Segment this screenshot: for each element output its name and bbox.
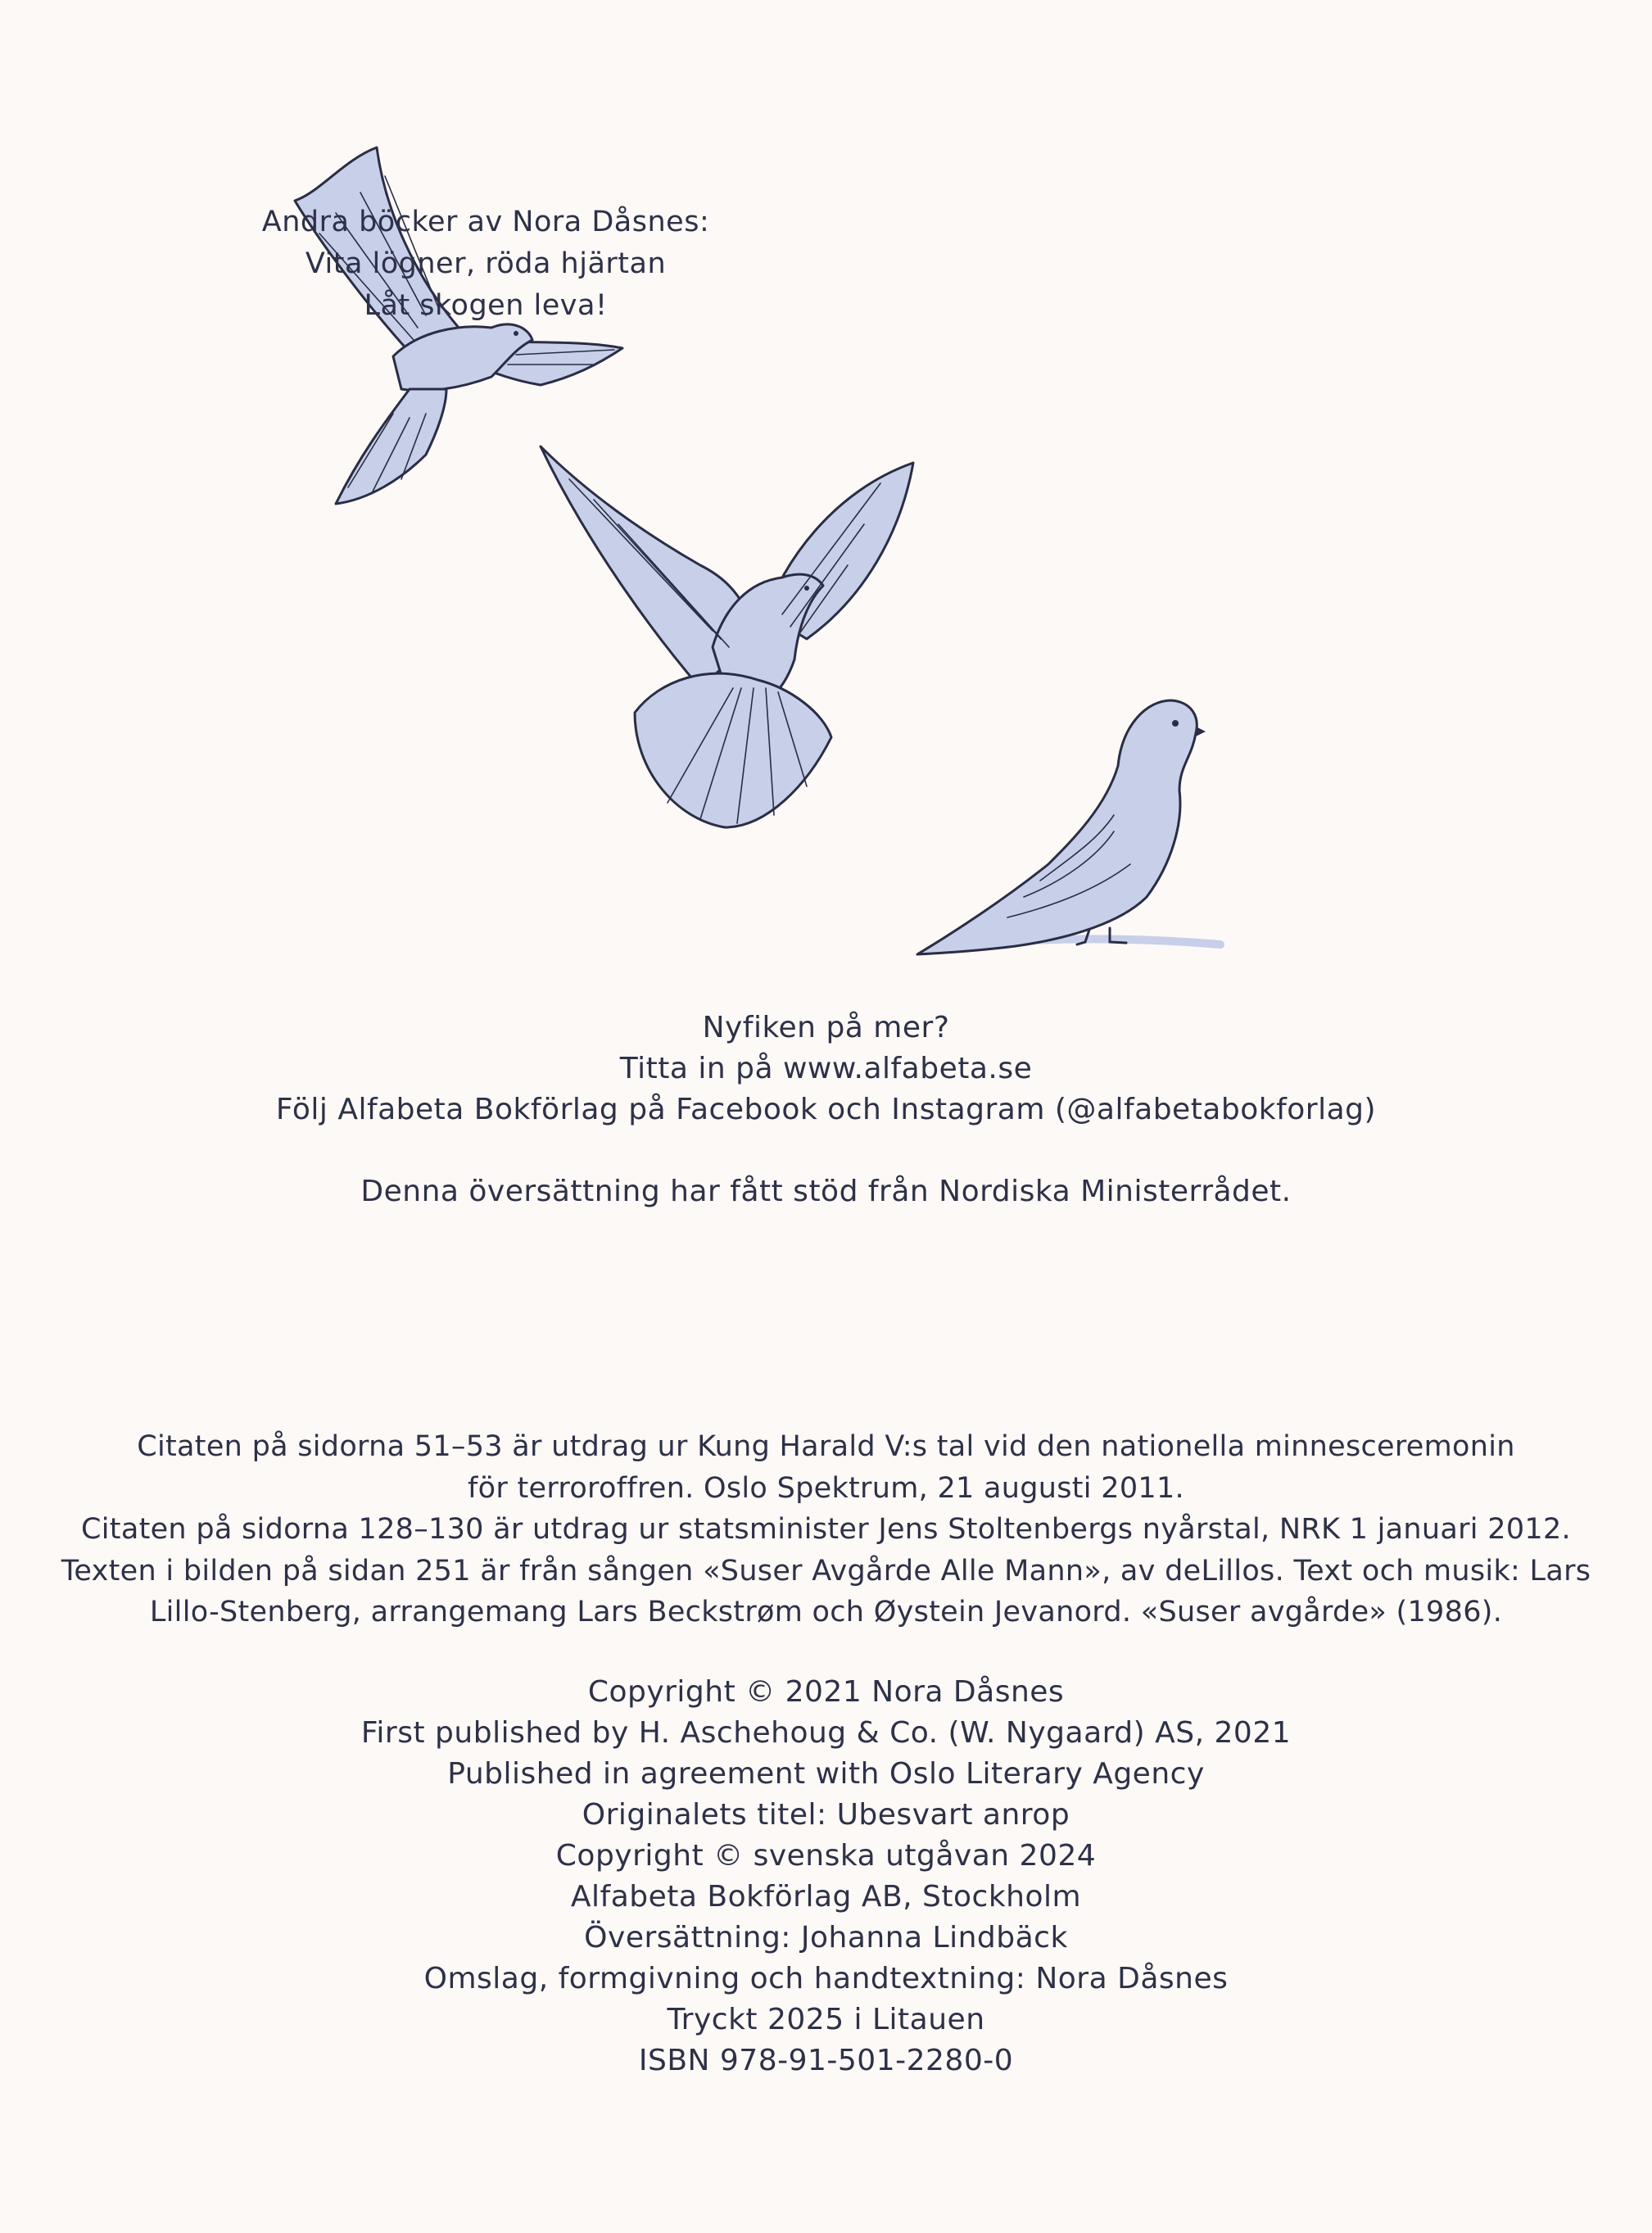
quote-credit-line-5: Lillo-Stenberg, arrangemang Lars Beckstrøm och Øystein Jevanord. «Suser avgårde» (1986).	[149, 1596, 1503, 1628]
translator-line: Översättning: Johanna Lindbäck	[584, 1921, 1068, 1954]
other-books-section	[0, 202, 971, 327]
isbn-line: ISBN 978-91-501-2280-0	[638, 2044, 1014, 2077]
social-media-line: Följ Alfabeta Bokförlag på Facebook och Instagram (@alfabetabokforlag)	[275, 1093, 1377, 1126]
support-section	[0, 1171, 1652, 1212]
copyright-line: Copyright © 2021 Nora Dåsnes	[587, 1675, 1065, 1709]
quote-credit-line-2: för terroroffren. Oslo Spektrum, 21 augusti 2011.	[468, 1471, 1184, 1505]
standing-pigeon-icon	[909, 692, 1229, 958]
book-title-1: Vita lögner, röda hjärtan	[305, 247, 667, 280]
design-credit-line: Omslag, formgivning och handtextning: Nora Dåsnes	[423, 1962, 1229, 1995]
original-title-line: Originalets titel: Ubesvart anrop	[582, 1798, 1070, 1832]
flying-dove-illustration-2	[536, 442, 921, 836]
printed-line: Tryckt 2025 i Litauen	[667, 2003, 985, 2036]
quote-credit-line-4: Texten i bilden på sidan 251 är från sången «Suser Avgårde Alle Mann», av deLillos. Text och musik: Lars	[61, 1554, 1591, 1588]
quote-credit-line-1: Citaten på sidorna 51–53 är utdrag ur Kung Harald V:s tal vid den nationella minnesceremonin	[137, 1430, 1515, 1463]
curious-section	[0, 1008, 1652, 1130]
publisher-line: Alfabeta Bokförlag AB, Stockholm	[570, 1880, 1082, 1914]
book-title-2: Låt skogen leva!	[364, 289, 608, 322]
support-note: Denna översättning har fått stöd från Nordiska Ministerrådet.	[360, 1175, 1292, 1208]
agency-line: Published in agreement with Oslo Literary Agency	[447, 1757, 1205, 1791]
first-published-line: First published by H. Aschehoug & Co. (W. Nygaard) AS, 2021	[360, 1716, 1292, 1750]
standing-pigeon-illustration	[909, 692, 1229, 958]
swedish-copyright-line: Copyright © svenska utgåvan 2024	[555, 1839, 1097, 1873]
flying-dove-icon	[536, 442, 921, 836]
website-line: Titta in på www.alfabeta.se	[619, 1052, 1033, 1085]
other-books-heading: Andra böcker av Nora Dåsnes:	[261, 206, 710, 238]
copyright-section	[0, 1672, 1652, 2081]
quote-credit-line-3: Citaten på sidorna 128–130 är utdrag ur statsminister Jens Stoltenbergs nyårstal, NRK 1 januari 2012.	[81, 1513, 1571, 1546]
quotes-credits-section	[0, 1426, 1652, 1633]
curious-line-1: Nyfiken på mer?	[702, 1011, 950, 1044]
